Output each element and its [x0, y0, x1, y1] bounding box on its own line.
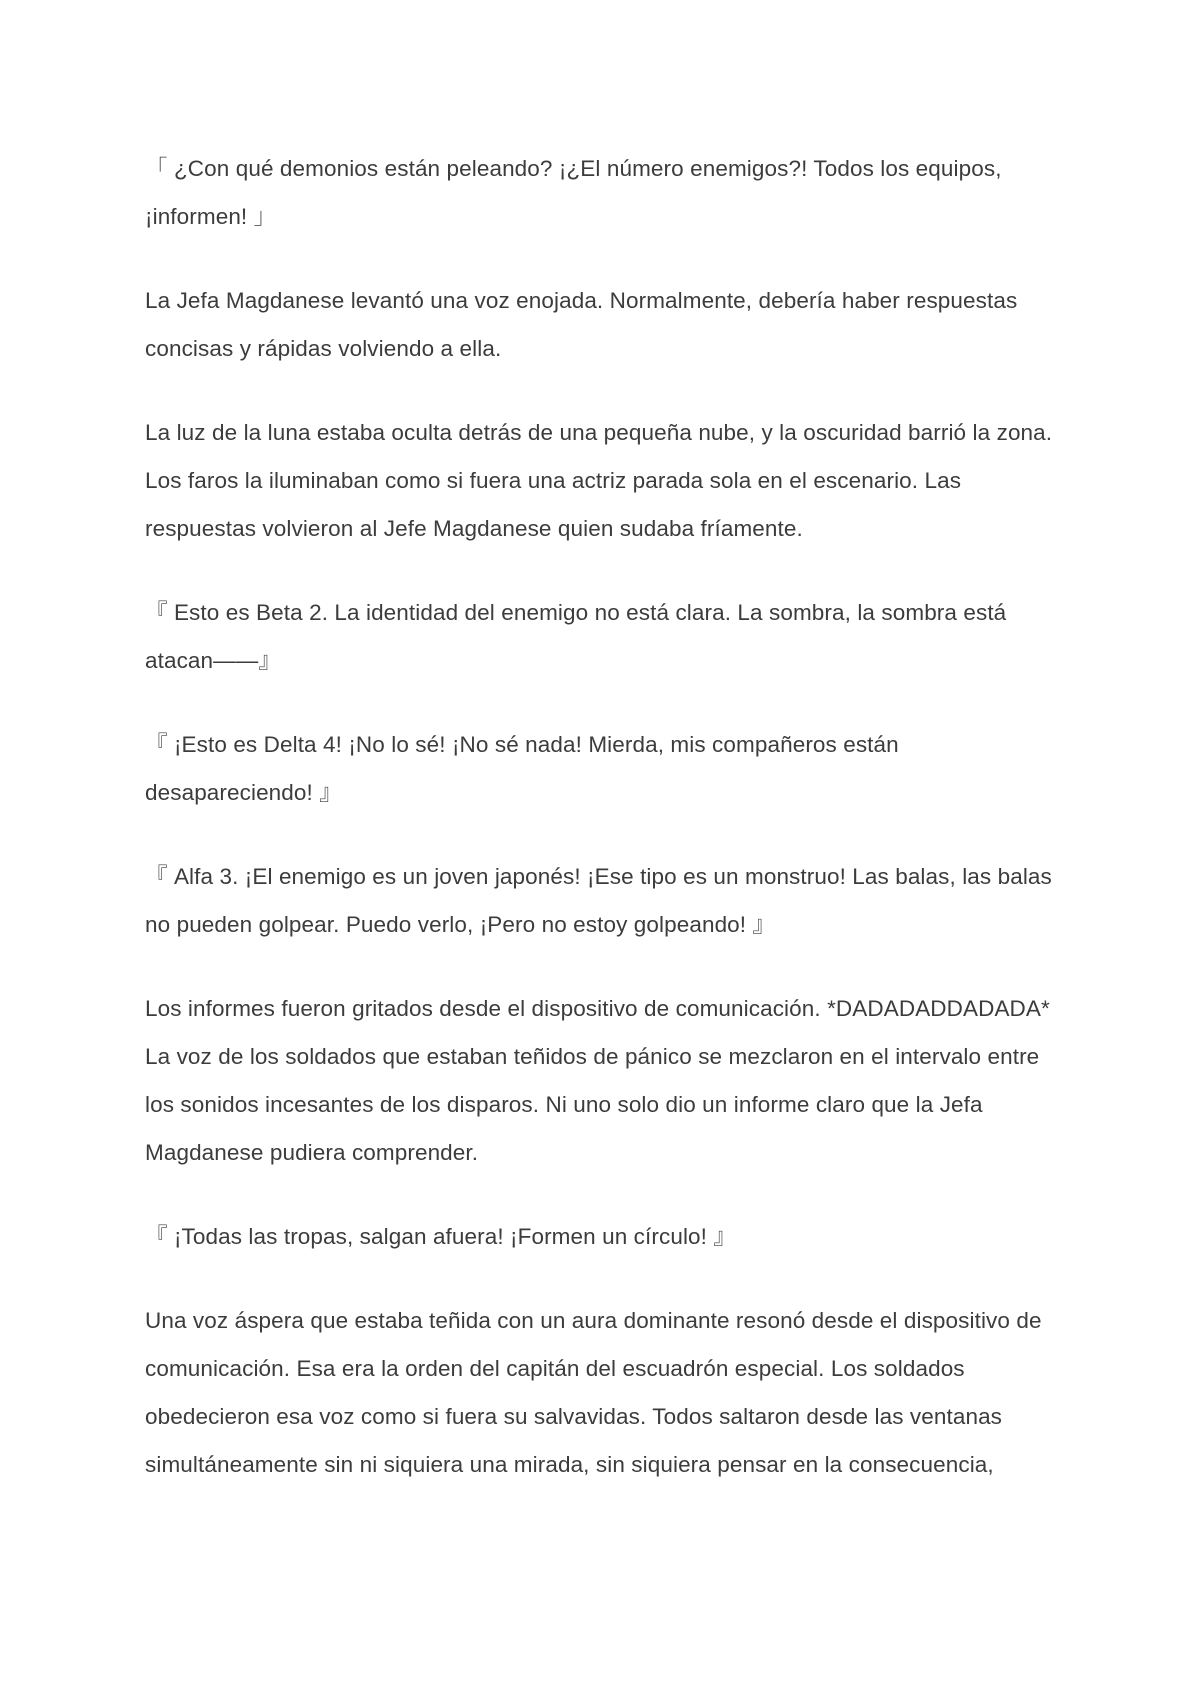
paragraph-4: 『 Esto es Beta 2. La identidad del enemigo no está clara. La sombra, la sombra está atacan——』 [145, 600, 1007, 673]
paragraph-5: 『 ¡Esto es Delta 4! ¡No lo sé! ¡No sé nada! Mierda, mis compañeros están desapareciendo! 』 [145, 732, 899, 805]
body-text [145, 145, 1060, 1525]
paragraph-7: Los informes fueron gritados desde el dispositivo de comunicación. *DADADADDADADA* La voz de los soldados que estaban teñidos de pánico se mezclaron en el intervalo entre los sonidos incesantes de los disparos. Ni uno solo dio un informe claro que la Jefa Magdanese pudiera comprender. [145, 996, 1050, 1165]
paragraph-9: Una voz áspera que estaba teñida con un aura dominante resonó desde el dispositivo de comunicación. Esa era la orden del capitán del escuadrón especial. Los soldados obedecieron esa voz como si fuera su salvavidas. Todos saltaron desde las ventanas simultáneamente sin ni siquiera una mirada, sin siquiera pensar en la consecuencia, [145, 1308, 1042, 1477]
paragraph-6: 『 Alfa 3. ¡El enemigo es un joven japonés! ¡Ese tipo es un monstruo! Las balas, las balas no pueden golpear. Puedo verlo, ¡Pero no estoy golpeando! 』 [145, 864, 1052, 937]
paragraph-8: 『 ¡Todas las tropas, salgan afuera! ¡Formen un círculo! 』 [145, 1224, 736, 1249]
paragraph-1: 「 ¿Con qué demonios están peleando? ¡¿El número enemigos?! Todos los equipos, ¡informen! 」 [145, 156, 1002, 229]
paragraph-3: La luz de la luna estaba oculta detrás de una pequeña nube, y la oscuridad barrió la zona. Los faros la iluminaban como si fuera una actriz parada sola en el escenario. Las respuestas volvieron al Jefe Magdanese quien sudaba fríamente. [145, 420, 1053, 541]
paragraph-2: La Jefa Magdanese levantó una voz enojada. Normalmente, debería haber respuestas concisas y rápidas volviendo a ella. [145, 288, 1018, 361]
